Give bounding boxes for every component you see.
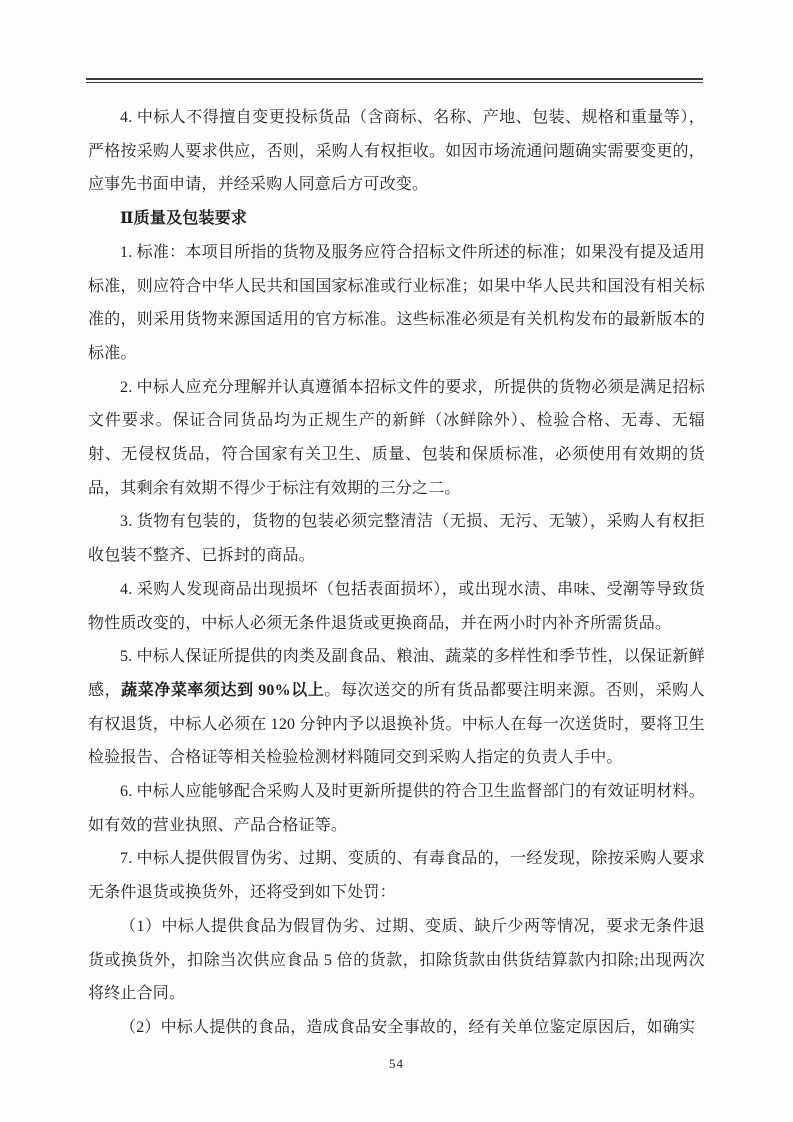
paragraph: [88, 101, 705, 202]
paragraph: [88, 1011, 705, 1045]
text-segment: 4. 采购人发现商品出现损坏（包括表面损坏），或出现水渍、串味、受潮等导致货物性质改变的，中标人必须无条件退货或更换商品，并在两小时内补齐所需货品。: [88, 580, 705, 632]
text-segment: 4. 中标人不得擅自变更投标货品（含商标、名称、产地、包装、规格和重量等），严格按采购人要求供应，否则，采购人有权拒收。如因市场流通问题确实需要变更的，应事先书面申请，并经采购人同意后方可改变。: [88, 109, 705, 194]
paragraph: [88, 640, 705, 775]
paragraph: [88, 910, 705, 1011]
text-segment: 蔬菜净菜率须达到 90%以上: [121, 681, 325, 699]
text-segment: 3. 货物有包装的，货物的包装必须完整清洁（无损、无污、无皱），采购人有权拒收包装不整齐、已拆封的商品。: [88, 513, 705, 565]
text-segment: （2）中标人提供的食品，造成食品安全事故的，经有关单位鉴定原因后，如确实: [120, 1018, 696, 1036]
text-segment: 2. 中标人应充分理解并认真遵循本招标文件的要求，所提供的货物必须是满足招标文件要求。保证合同货品均为正规生产的新鲜（冰鲜除外）、检验合格、无毒、无辐射、无侵权货品，符合国家有关卫生、质量、包装和保质标准，必须使用有效期的货品，其剩余有效期不得少于标注有效期的三分之二。: [88, 378, 705, 497]
page-number: 54: [389, 1056, 404, 1071]
text-segment: Ⅱ质量及包装要求: [120, 210, 248, 228]
paragraph: [88, 775, 705, 842]
text-segment: 5. 中标人保证所提供的肉类及副食品、粮油、蔬菜的多样性和季节性，以保证新鲜感，: [88, 648, 705, 699]
paragraph: [88, 573, 705, 640]
header-rule: [86, 78, 703, 83]
section-heading: [88, 202, 705, 236]
paragraph: [88, 371, 705, 506]
text-segment: 6. 中标人应能够配合采购人及时更新所提供的符合卫生监督部门的有效证明材料。如有效的营业执照、产品合格证等。: [88, 783, 705, 834]
text-segment: 。每次送交的所有货品都要注明来源。否则，采购人有权退货，中标人必须在 120 分钟内予以退换补货。中标人在每一次送货时，要将卫生检验报告、合格证等相关检验检测材料随同交到采购人指定的负责人手中。: [88, 681, 705, 767]
paragraph: [88, 505, 705, 572]
text-segment: 1. 标准：本项目所指的货物及服务应符合招标文件所述的标准；如果没有提及适用标准，则应符合中华人民共和国国家标准或行业标准；如果中华人民共和国没有相关标准的，则采用货物来源国适用的官方标准。这些标准必须是有关机构发布的最新版本的标准。: [88, 243, 705, 362]
paragraph: [88, 236, 705, 371]
text-segment: 7. 中标人提供假冒伪劣、过期、变质的、有毒食品的，一经发现，除按采购人要求无条件退货或换货外，还将受到如下处罚：: [88, 850, 705, 902]
paragraph: [88, 842, 705, 909]
document-body: [88, 101, 705, 1045]
text-segment: （1）中标人提供食品为假冒伪劣、过期、变质、缺斤少两等情况，要求无条件退货或换货外，扣除当次供应食品 5 倍的货款，扣除货款由供货结算款内扣除;出现两次将终止合同。: [88, 917, 705, 1003]
